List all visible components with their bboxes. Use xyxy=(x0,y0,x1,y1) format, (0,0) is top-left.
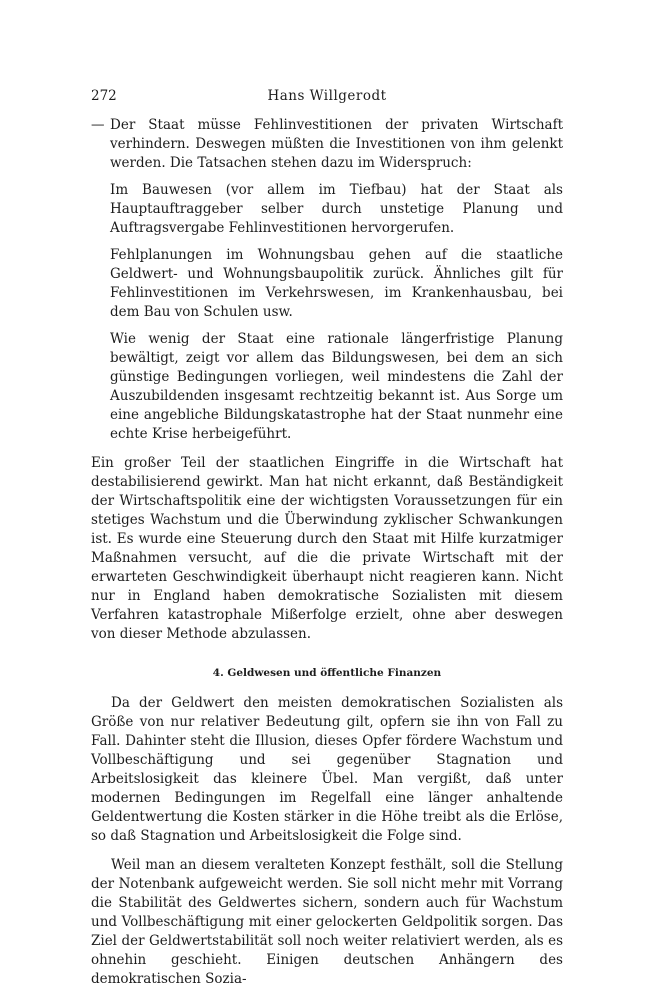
subpoint-housing: Fehlplanungen im Wohnungsbau gehen auf die staatliche Geldwert- und Wohnungsbaupolitik zurück. Ähnliches gilt für Fehlinvestitionen im Verkehrswesen, im Krankenhausbau, bei dem Bau von Schulen usw. xyxy=(110,247,563,320)
running-head-author: Hans Willgerodt xyxy=(267,88,387,104)
page-header xyxy=(91,88,563,108)
subpoint-construction: Im Bauwesen (vor allem im Tiefbau) hat der Staat als Hauptauftraggeber selber durch unstetige Planung und Auftragsvergabe Fehlinvestitionen hervorgerufen. xyxy=(110,182,563,236)
dash-marker: — xyxy=(91,117,105,133)
paragraph-central-bank: Weil man an diesem veralteten Konzept festhält, soll die Stellung der Notenbank aufgeweicht werden. Sie soll nicht mehr mit Vorrang die Stabilität des Geldwertes sichern, sondern auch für Wachstum und Vollbeschäftigung mit einer gelockerten Geldpolitik sorgen. Das Ziel der Geldwertstabilität soll noch weiter relativiert werden, als es ohnehin geschieht. Einigen deutschen Anhängern des demokratischen Sozia- xyxy=(91,857,563,987)
objection-text: Der Staat müsse Fehlinvestitionen der privaten Wirtschaft verhindern. Deswegen müßten die Investitionen von ihm gelenkt werden. Die Tatsachen stehen dazu im Widerspruch: xyxy=(110,117,563,171)
paragraph-destabilization: Ein großer Teil der staatlichen Eingriffe in die Wirtschaft hat destabilisierend gewirkt. Man hat nicht erkannt, daß Beständigkeit der Wirtschaftspolitik eine der wichtigsten Voraussetzungen für ein stetiges Wachstum und die Überwindung zyklischer Schwankungen ist. Es wurde eine Steuerung durch den Staat mit Hilfe kurzatmiger Maßnahmen versucht, auf die die private Wirtschaft mit der erwarteten Geschwindigkeit überhaupt nicht reagieren kann. Nicht nur in England haben demokratische Sozialisten mit diesem Verfahren katastrophale Mißerfolge erzielt, ohne aber deswegen von dieser Methode abzulassen. xyxy=(91,455,563,642)
page-number: 272 xyxy=(91,88,117,104)
paragraph-money-value: Da der Geldwert den meisten demokratischen Sozialisten als Größe von nur relativer Bedeutung gilt, opfern sie ihn von Fall zu Fall. Dahinter steht die Illusion, dieses Opfer fördere Wachstum und Vollbeschäftigung und sei gegenüber Stagnation und Arbeitslosigkeit das kleinere Übel. Man vergißt, daß unter modernen Bedingungen im Regelfall eine länger anhaltende Geldentwertung die Kosten stärker in die Höhe treibt als die Erlöse, so daß Stagnation und Arbeitslosigkeit die Folge sind. xyxy=(91,695,563,844)
subpoint-education: Wie wenig der Staat eine rationale längerfristige Planung bewältigt, zeigt vor allem das Bildungswesen, bei dem an sich günstige Bedingungen vorliegen, weil mindestens die Zahl der Auszubildenden insgesamt rechtzeitig bekannt ist. Aus Sorge um eine angebliche Bildungskatastrophe hat der Staat nunmehr eine echte Krise herbeigeführt. xyxy=(110,331,563,442)
objection-paragraph xyxy=(91,116,563,173)
section-heading: 4. Geldwesen und öffentliche Finanzen xyxy=(212,667,442,679)
page-body xyxy=(91,116,563,989)
